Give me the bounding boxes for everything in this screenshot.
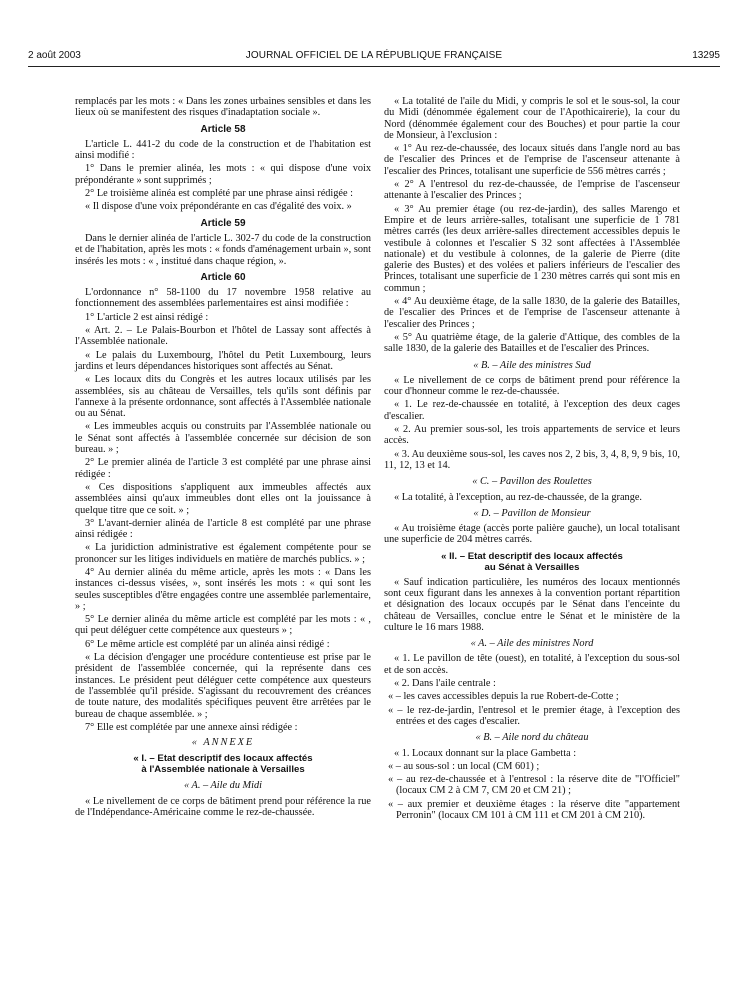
paragraph: « Le palais du Luxembourg, l'hôtel du Petit Luxembourg, leurs jardins et leurs dépendances historiques sont affectés au Sénat. (75, 349, 371, 372)
paragraph: 5° Le dernier alinéa du même article est complété par les mots : « , qui peut déléguer cette compétence aux questeurs » ; (75, 614, 371, 637)
paragraph: « Sauf indication particulière, les numéros des locaux mentionnés sont ceux figurant dans les annexes à la convention portant répartition et désignation des locaux occupés par le Sénat dans l'enceinte du château de Versailles, conclue entre le Sénat et le ministère de la culture le 16 mars 1988. (384, 576, 680, 633)
paragraph: « 5° Au quatrième étage, de la galerie d'Attique, des combles de la salle 1830, de la galerie des Batailles et de l'escalier des Princes. (384, 331, 680, 355)
paragraph: « 1. Le pavillon de tête (ouest), en totalité, à l'exception du sous-sol et de son accès. (384, 653, 680, 676)
paragraph: « Au troisième étage (accès porte palière gauche), un local totalisant une superficie de 204 mètres carrés. (384, 523, 680, 546)
list-item: « – aux premier et deuxième étages : la réserve dite "appartement Perronin" (locaux CM 101 à CM 111 et CM 201 à CM 210). (388, 798, 680, 822)
paragraph: « 2. Au premier sous-sol, les trois appartements de service et leurs accès. (384, 424, 680, 447)
journal-title: JOURNAL OFFICIEL DE LA RÉPUBLIQUE FRANÇAISE (245, 50, 503, 61)
paragraph: « La juridiction administrative est également compétente pour se prononcer sur les litiges individuels en matière de marchés publics. » ; (75, 542, 371, 565)
paragraph: « Ces dispositions s'appliquent aux immeubles affectés aux assemblées ainsi qu'aux immeubles dont elles ont la jouissance à quelque titre que ce soit. » ; (75, 481, 371, 516)
paragraph: L'ordonnance n° 58-1100 du 17 novembre 1958 relative au fonctionnement des assemblées parlementaires est ainsi modifiée : (75, 287, 371, 310)
paragraph: « La décision d'engager une procédure contentieuse est prise par le président de l'assemblée concernée, qui la représente dans ces instances. Le président peut déléguer cette compétence aux questeurs de l'assemblée qu'il préside. S'agissant du recouvrement des créances de toute nature, des modalités spécifiques peuvent être arrêtées par le bureau de chaque assemblée. » ; (75, 652, 371, 720)
paragraph: « Art. 2. – Le Palais-Bourbon et l'hôtel de Lassay sont affectés à l'Assemblée nationale. (75, 325, 371, 348)
subsection-heading: « D. – Pavillon de Monsieur (473, 507, 591, 519)
publication-date: 2 août 2003 (28, 50, 81, 61)
paragraph: L'article L. 441-2 du code de la construction et de l'habitation est ainsi modifié : (75, 138, 371, 162)
paragraph: « 2° A l'entresol du rez-de-chaussée, de l'emprise de l'ascenseur attenante à l'escalier des Princes ; (384, 179, 680, 202)
paragraph: « La totalité, à l'exception, au rez-de-chaussée, de la grange. (394, 491, 643, 503)
paragraph: « 2. Dans l'aile centrale : (394, 678, 496, 690)
paragraph: 3° L'avant-dernier alinéa de l'article 8 est complété par une phrase ainsi rédigée : (75, 517, 371, 541)
paragraph: Dans le dernier alinéa de l'article L. 302-7 du code de la construction et de l'habitation, après les mots : « fonds d'aménagement urbain », sont insérés les mots : « , institué dans chaque région, ». (75, 232, 371, 267)
paragraph: « Le nivellement de ce corps de bâtiment prend pour référence la cour d'honneur comme le rez-de-chaussée. (384, 374, 680, 398)
list-item: « – au rez-de-chaussée et à l'entresol : la réserve dite de "l'Officiel" (locaux CM 2 à CM 7, CM 20 et CM 21) ; (388, 774, 680, 797)
right-column (384, 96, 680, 823)
page-header (28, 50, 720, 66)
paragraph: « 3. Au deuxième sous-sol, les caves nos 2, 2 bis, 3, 4, 8, 9, 9 bis, 10, 11, 12, 13 et 14. (384, 448, 680, 471)
section-heading-line: « II. – Etat descriptif des locaux affectés (441, 550, 623, 562)
paragraph: « 3° Au premier étage (ou rez-de-jardin), des salles Marengo et Empire et de leurs arrière-salles, totalisant une superficie de 1 781 mètres carrés (les deux arrière-salles directement accessibles depuis le vestibule à colonnes et l'escalier S 32 sont affectées à l'Assemblée nationale) et du vestibule à colonnes, de la galerie de Pierre (dite galerie des Bustes) et des volées et paliers inférieurs de l'escalier des Princes, totalisant une superficie de 1 230 mètres carrés qui sont mis en commun ; (384, 203, 680, 294)
paragraph: « 4° Au deuxième étage, de la salle 1830, de la galerie des Batailles, de l'escalier des Princes et de l'emprise de l'ascenseur attenante à l'escalier des Princes ; (384, 296, 680, 330)
section-heading-line: « I. – Etat descriptif des locaux affectés (133, 753, 313, 765)
article-heading: Article 60 (200, 271, 246, 283)
section-heading (75, 753, 371, 775)
article-heading: Article 58 (200, 123, 246, 135)
subsection-heading: « A. – Aile des ministres Nord (470, 638, 594, 650)
list-item: « – le rez-de-jardin, l'entresol et le premier étage, à l'exception des entrées et des cages d'escalier. (388, 704, 680, 727)
subsection-heading: « C. – Pavillon des Roulettes (472, 476, 592, 488)
paragraph: « Il dispose d'une voix prépondérante en cas d'égalité des voix. » (85, 201, 352, 213)
paragraph: remplacés par les mots : « Dans les zones urbaines sensibles et dans les lieux où se manifestent des risques d'inadaptation sociale ». (75, 96, 371, 119)
paragraph: « 1° Au rez-de-chaussée, des locaux situés dans l'angle nord au bas de l'escalier des Princes et de l'emprise de l'ascenseur attenante à l'escalier des Princes, totalisant une superficie de 556 mètres carrés ; (384, 143, 680, 177)
paragraph: 2° Le premier alinéa de l'article 3 est complété par une phrase ainsi rédigée : (75, 457, 371, 480)
paragraph: 2° Le troisième alinéa est complété par une phrase ainsi rédigée : (85, 188, 354, 200)
paragraph: 7° Elle est complétée par une annexe ainsi rédigée : (85, 721, 298, 733)
paragraph: « Les immeubles acquis ou construits par l'Assemblée nationale ou le Sénat sont affectés à l'assemblée concernée sur décision de son bureau. » ; (75, 421, 371, 456)
paragraph: « Les locaux dits du Congrès et les autres locaux utilisés par les assemblées, sis au château de Versailles, tels qu'ils sont définis par l'annexe à la présente ordonnance, sont affectés à l'Assemblée nationale ou au Sénat. (75, 374, 371, 420)
annex-heading: « ANNEXE (191, 737, 255, 749)
paragraph: 4° Au dernier alinéa du même article, après les mots : « Dans les instances ci-dessus visées, », sont insérés les mots : « qui sont les seules susceptibles d'être engagées contre une assemblée parlementaire, » ; (75, 566, 371, 612)
paragraph: 1° Dans le premier alinéa, les mots : « qui dispose d'une voix prépondérante » sont supprimés ; (75, 163, 371, 186)
page-number: 13295 (692, 50, 720, 61)
list-item: « – au sous-sol : un local (CM 601) ; (388, 760, 540, 772)
paragraph: « Le nivellement de ce corps de bâtiment prend pour référence la rue de l'Indépendance-Américaine comme le rez-de-chaussée. (75, 795, 371, 819)
paragraph: « La totalité de l'aile du Midi, y compris le sol et le sous-sol, la cour du Midi (dénommée également cour de l'Apothicairerie), la cour du Nord (dénommée également cour des Bouches) et pour partie la cour de Monsieur, à l'exclusion : (384, 96, 680, 141)
paragraph: « 1. Le rez-de-chaussée en totalité, à l'exception des deux cages d'escalier. (384, 399, 680, 422)
subsection-heading: « B. – Aile des ministres Sud (473, 359, 591, 371)
header-rule (28, 66, 720, 67)
left-column (75, 96, 371, 820)
section-heading (384, 551, 680, 573)
paragraph: « 1. Locaux donnant sur la place Gambetta : (394, 747, 577, 759)
list-item: « – les caves accessibles depuis la rue Robert-de-Cotte ; (388, 691, 619, 703)
subsection-heading: « B. – Aile nord du château (475, 732, 589, 744)
paragraph: 6° Le même article est complété par un alinéa ainsi rédigé : (85, 638, 330, 650)
paragraph: 1° L'article 2 est ainsi rédigé : (85, 311, 209, 323)
subsection-heading: « A. – Aile du Midi (184, 780, 262, 792)
section-heading-line: au Sénat à Versailles (484, 561, 580, 573)
article-heading: Article 59 (200, 217, 246, 229)
section-heading-line: à l'Assemblée nationale à Versailles (141, 764, 305, 776)
